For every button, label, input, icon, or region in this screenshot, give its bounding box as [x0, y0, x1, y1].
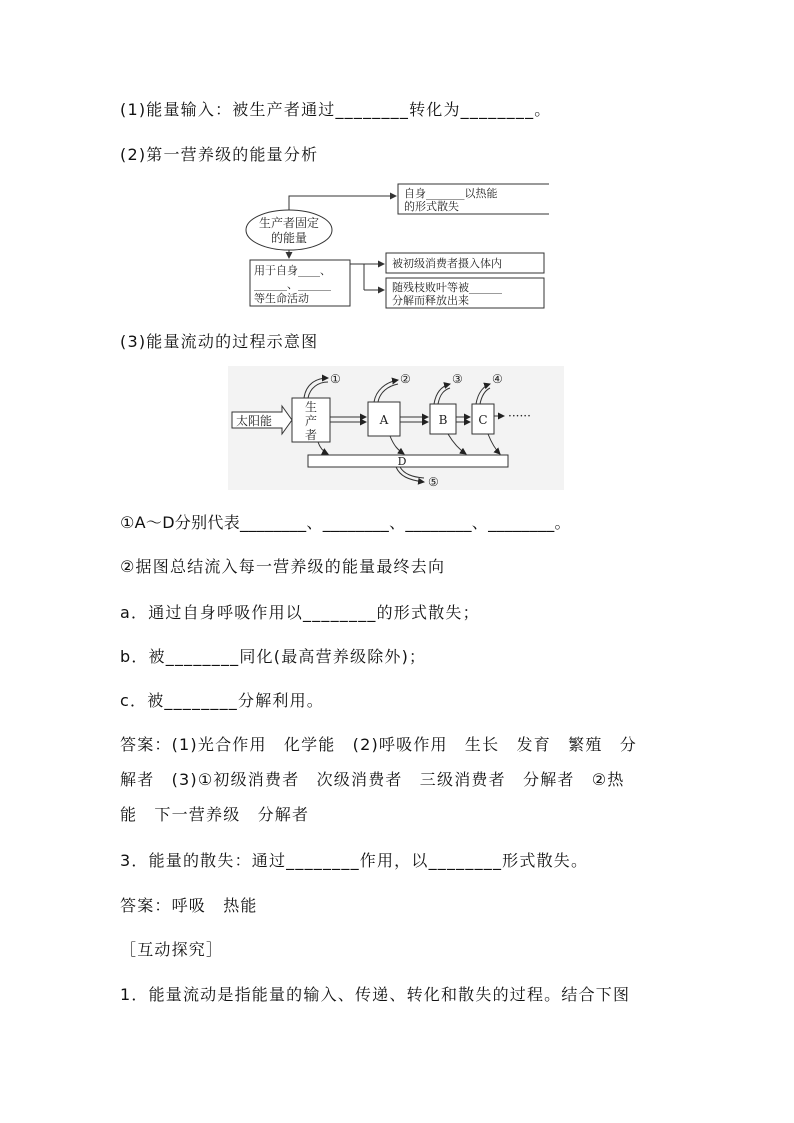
text-process-heading: (3)能量流动的过程示意图: [120, 332, 319, 351]
sun-energy-label: 太阳能: [236, 414, 273, 428]
use-text-3: 等生命活动: [254, 292, 309, 305]
use-text-1: 用于自身____、: [254, 264, 331, 277]
marker-5: ⑤: [428, 475, 439, 489]
text-answer-2: 解者 (3)①初级消费者 次级消费者 三级消费者 分解者 ②热: [120, 770, 625, 789]
text-answer-1: 答案：(1)光合作用 化学能 (2)呼吸作用 生长 发育 繁殖 分: [120, 735, 637, 754]
marker-4: ④: [492, 372, 503, 386]
heat-loss-text-2: 的形式散失: [404, 200, 459, 213]
text-item-b: b．被________同化(最高营养级除外)；: [120, 647, 427, 666]
node-a-label: A: [379, 413, 389, 427]
first-level-energy-diagram: [244, 178, 549, 314]
ellipse-text-2: 的能量: [270, 231, 308, 245]
text-answer-3: 能 下一营养级 分解者: [120, 805, 310, 824]
text-item-c: c．被________分解利用。: [120, 691, 324, 710]
energy-flow-diagram: [228, 366, 564, 490]
text-first-level-heading: (2)第一营养级的能量分析: [120, 145, 319, 164]
text-energy-input: (1)能量输入：被生产者通过________转化为________。: [120, 100, 552, 119]
decomposer-text-1: 随残枝败叶等被______: [392, 281, 502, 294]
ellipse-text-1: 生产者固定: [258, 216, 320, 230]
text-a-to-d: ①A～D分别代表________、________、________、________。: [120, 513, 571, 532]
node-b-label: B: [438, 413, 448, 427]
text-question-1: 1．能量流动是指能量的输入、传递、转化和散失的过程。结合下图: [120, 985, 631, 1004]
producer-char-3: 者: [304, 428, 318, 442]
decomposer-text-2: 分解而释放出来: [392, 294, 469, 307]
node-c-label: C: [478, 413, 488, 427]
continuation-dots: ······: [508, 409, 531, 423]
text-item-a: a．通过自身呼吸作用以________的形式散失；: [120, 603, 480, 622]
text-interactive-heading: ［互动探究］: [120, 940, 224, 959]
text-answer-4: 答案：呼吸 热能: [120, 896, 258, 915]
marker-3: ③: [452, 372, 463, 386]
heat-loss-text-1: 自身_______以热能: [404, 187, 498, 200]
decomposer-d-bar: [308, 455, 508, 467]
text-energy-loss: 3．能量的散失：通过________作用，以________形式散失。: [120, 851, 589, 870]
node-d-label: D: [397, 455, 407, 468]
consumer-intake-text: 被初级消费者摄入体内: [392, 257, 502, 270]
producer-char-2: 产: [304, 414, 318, 428]
marker-2: ②: [400, 372, 411, 386]
use-text-2: ______、______: [254, 278, 331, 291]
text-summary-heading: ②据图总结流入每一营养级的能量最终去向: [120, 557, 446, 576]
marker-1: ①: [330, 372, 341, 386]
producer-char-1: 生: [304, 400, 318, 414]
